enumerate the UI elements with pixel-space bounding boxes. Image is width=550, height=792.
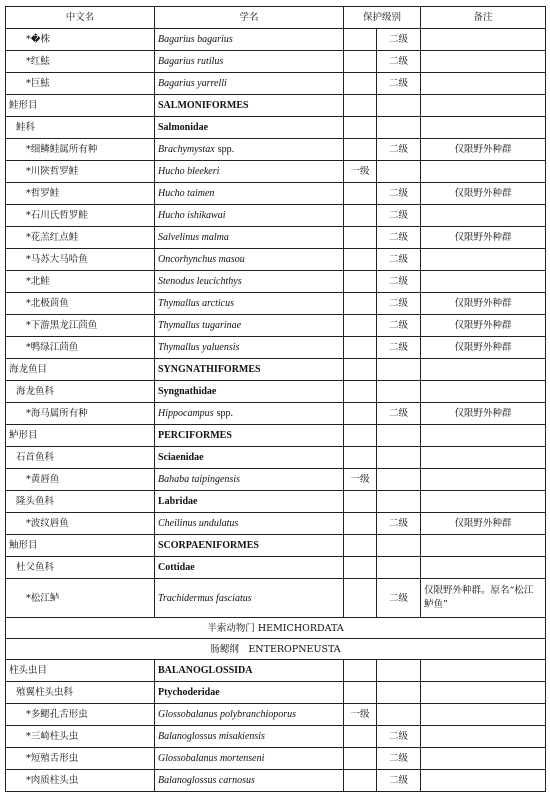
scientific-name-cell <box>155 271 344 293</box>
chinese-name-cell: 鲈形目 <box>6 425 155 447</box>
level-1-cell <box>344 726 377 748</box>
notes-cell: 仅限野外种群 <box>421 315 546 337</box>
notes-cell <box>421 535 546 557</box>
table-row <box>6 704 546 726</box>
level-1-cell <box>344 139 377 161</box>
scientific-name-cell <box>155 726 344 748</box>
scientific-name: Bagarius rutilus <box>158 56 224 67</box>
level-1-cell: 一级 <box>344 161 377 183</box>
notes-cell: 仅限野外种群 <box>421 139 546 161</box>
scientific-name: Salmonidae <box>158 122 209 133</box>
chinese-name-cell: *花羔红点鲑 <box>6 227 155 249</box>
notes-cell <box>421 359 546 381</box>
level-2-cell <box>377 95 421 117</box>
chinese-name-cell: *马苏大马哈鱼 <box>6 249 155 271</box>
notes-cell <box>421 425 546 447</box>
table-row <box>6 337 546 359</box>
level-2-cell <box>377 359 421 381</box>
level-1-cell: 一级 <box>344 704 377 726</box>
notes-cell <box>421 381 546 403</box>
scientific-name-cell <box>155 447 344 469</box>
level-2-cell: 二级 <box>377 249 421 271</box>
table-body <box>6 29 546 792</box>
level-2-cell: 二级 <box>377 293 421 315</box>
level-2-cell <box>377 682 421 704</box>
level-1-cell <box>344 51 377 73</box>
table-row <box>6 139 546 161</box>
table-row <box>6 161 546 183</box>
chinese-name-cell: *鸭绿江茴鱼 <box>6 337 155 359</box>
chinese-name-cell: *�株 <box>6 29 155 51</box>
table-row <box>6 403 546 425</box>
scientific-name-cell <box>155 359 344 381</box>
scientific-name-cell <box>155 425 344 447</box>
table-row <box>6 682 546 704</box>
table-row <box>6 726 546 748</box>
chinese-name-cell: *三崎柱头虫 <box>6 726 155 748</box>
level-1-cell <box>344 29 377 51</box>
table-row <box>6 249 546 271</box>
scientific-name-cell <box>155 513 344 535</box>
notes-cell <box>421 205 546 227</box>
scientific-name-cell <box>155 704 344 726</box>
chinese-name-cell: *多鳃孔舌形虫 <box>6 704 155 726</box>
table-row <box>6 95 546 117</box>
scientific-name: Bagarius yarrelli <box>158 78 227 89</box>
scientific-name-cell <box>155 315 344 337</box>
chinese-name-cell: *黄唇鱼 <box>6 469 155 491</box>
table-row <box>6 557 546 579</box>
table-row <box>6 293 546 315</box>
level-1-cell <box>344 748 377 770</box>
level-2-cell <box>377 469 421 491</box>
scientific-name: Labridae <box>158 496 198 507</box>
table-row <box>6 183 546 205</box>
level-2-cell <box>377 704 421 726</box>
notes-cell <box>421 271 546 293</box>
scientific-name: Thymallus tugarinae <box>158 320 242 331</box>
level-2-cell: 二级 <box>377 337 421 359</box>
chinese-name-cell: *石川氏哲罗鲑 <box>6 205 155 227</box>
level-2-cell <box>377 425 421 447</box>
scientific-name: PERCIFORMES <box>158 430 232 441</box>
table-row <box>6 117 546 139</box>
table-row <box>6 535 546 557</box>
scientific-name: Syngnathidae <box>158 386 217 397</box>
level-2-cell: 二级 <box>377 726 421 748</box>
scientific-name-cell <box>155 293 344 315</box>
level-2-cell: 二级 <box>377 770 421 792</box>
scientific-name-cell <box>155 29 344 51</box>
chinese-name-cell: *北极茴鱼 <box>6 293 155 315</box>
level-1-cell <box>344 359 377 381</box>
scientific-name-cell <box>155 161 344 183</box>
scientific-name: Ptychoderidae <box>158 687 220 698</box>
level-1-cell <box>344 535 377 557</box>
scientific-name: SALMONIFORMES <box>158 100 249 111</box>
level-2-cell: 二级 <box>377 403 421 425</box>
table-row <box>6 315 546 337</box>
table-row <box>6 51 546 73</box>
chinese-name-cell: *波纹唇鱼 <box>6 513 155 535</box>
level-1-cell <box>344 491 377 513</box>
chinese-name-cell: 鲑形目 <box>6 95 155 117</box>
chinese-name-cell: *海马属所有种 <box>6 403 155 425</box>
scientific-name-cell <box>155 117 344 139</box>
chinese-name-cell: *细鳞鲑属所有种 <box>6 139 155 161</box>
level-2-cell: 二级 <box>377 51 421 73</box>
level-1-cell <box>344 293 377 315</box>
level-1-cell <box>344 95 377 117</box>
spp-suffix: spp. <box>217 144 235 155</box>
table-row <box>6 271 546 293</box>
scientific-name-cell <box>155 95 344 117</box>
table-row <box>6 205 546 227</box>
table-row <box>6 381 546 403</box>
notes-cell: 仅限野外种群 <box>421 293 546 315</box>
scientific-name: BALANOGLOSSIDA <box>158 665 253 676</box>
notes-cell <box>421 491 546 513</box>
notes-cell <box>421 95 546 117</box>
notes-cell <box>421 161 546 183</box>
scientific-name-cell <box>155 51 344 73</box>
level-2-cell: 二级 <box>377 315 421 337</box>
level-2-cell: 二级 <box>377 748 421 770</box>
scientific-name-cell <box>155 183 344 205</box>
chinese-name-cell: *哲罗鲑 <box>6 183 155 205</box>
notes-cell <box>421 660 546 682</box>
level-2-cell: 二级 <box>377 227 421 249</box>
spp-suffix: spp. <box>216 408 233 419</box>
scientific-name-cell <box>155 205 344 227</box>
level-2-cell <box>377 447 421 469</box>
level-1-cell <box>344 315 377 337</box>
chinese-name-cell: 海龙鱼科 <box>6 381 155 403</box>
header-scientific-name: 学名 <box>155 7 344 29</box>
level-2-cell: 二级 <box>377 579 421 618</box>
notes-cell <box>421 682 546 704</box>
level-2-cell: 二级 <box>377 139 421 161</box>
notes-cell: 仅限野外种群。原名“松江鲈鱼” <box>421 579 546 618</box>
level-2-cell: 二级 <box>377 271 421 293</box>
level-2-cell <box>377 660 421 682</box>
table-row <box>6 748 546 770</box>
table-row <box>6 579 546 618</box>
scientific-name: Thymallus arcticus <box>158 298 235 309</box>
scientific-name: Hucho bleekeri <box>158 166 220 177</box>
scientific-name-cell <box>155 403 344 425</box>
scientific-name-cell <box>155 535 344 557</box>
scientific-name: Hucho taimen <box>158 188 215 199</box>
level-1-cell <box>344 447 377 469</box>
scientific-name-cell <box>155 748 344 770</box>
table-row <box>6 639 546 660</box>
table-row <box>6 660 546 682</box>
chinese-name-cell: 隆头鱼科 <box>6 491 155 513</box>
level-2-cell <box>377 557 421 579</box>
table-header-row <box>6 7 546 29</box>
notes-cell <box>421 249 546 271</box>
level-2-cell: 二级 <box>377 73 421 95</box>
table-row <box>6 513 546 535</box>
level-2-cell <box>377 117 421 139</box>
level-1-cell <box>344 682 377 704</box>
level-2-cell: 二级 <box>377 29 421 51</box>
scientific-name-cell <box>155 249 344 271</box>
scientific-name-cell <box>155 227 344 249</box>
scientific-name-cell <box>155 770 344 792</box>
table-row <box>6 469 546 491</box>
scientific-name-cell <box>155 579 344 618</box>
scientific-name: Stenodus leucichthys <box>158 276 242 287</box>
scientific-name: Bagarius bagarius <box>158 34 233 45</box>
scientific-name-cell <box>155 337 344 359</box>
species-protection-table <box>5 6 546 792</box>
notes-cell <box>421 704 546 726</box>
notes-cell: 仅限野外种群 <box>421 337 546 359</box>
scientific-name: Sciaenidae <box>158 452 204 463</box>
chinese-name-cell: *短殖舌形虫 <box>6 748 155 770</box>
notes-cell <box>421 770 546 792</box>
level-2-cell <box>377 491 421 513</box>
chinese-name-cell: *川陕哲罗鲑 <box>6 161 155 183</box>
scientific-name-cell <box>155 139 344 161</box>
chinese-name-cell: 鲑科 <box>6 117 155 139</box>
scientific-name: Cottidae <box>158 562 195 573</box>
level-1-cell <box>344 513 377 535</box>
level-1-cell <box>344 117 377 139</box>
scientific-name-cell <box>155 469 344 491</box>
scientific-name: Hippocampus <box>158 408 214 419</box>
scientific-name: Trachidermus fasciatus <box>158 592 252 604</box>
section-heading: 半索动物门 HEMICHORDATA <box>6 618 546 639</box>
level-1-cell <box>344 403 377 425</box>
chinese-name-cell: *松江鲈 <box>6 579 155 618</box>
table-row <box>6 447 546 469</box>
scientific-name: Brachymystax <box>158 144 215 155</box>
header-notes: 备注 <box>421 7 546 29</box>
scientific-name: Balanoglossus carnosus <box>158 775 255 786</box>
notes-cell: 仅限野外种群 <box>421 403 546 425</box>
notes-cell <box>421 469 546 491</box>
scientific-name-cell <box>155 491 344 513</box>
scientific-name: SCORPAENIFORMES <box>158 540 259 551</box>
chinese-name-cell: *红魼 <box>6 51 155 73</box>
scientific-name: Balanoglossus misakiensis <box>158 731 265 742</box>
level-2-cell: 二级 <box>377 513 421 535</box>
level-1-cell <box>344 381 377 403</box>
scientific-name: SYNGNATHIFORMES <box>158 364 261 375</box>
level-2-cell <box>377 381 421 403</box>
notes-cell <box>421 726 546 748</box>
level-1-cell <box>344 249 377 271</box>
chinese-name-cell: 杜父鱼科 <box>6 557 155 579</box>
scientific-name: Glossobalanus mortenseni <box>158 753 265 764</box>
scientific-name-cell <box>155 73 344 95</box>
scientific-name: Hucho ishikawai <box>158 210 226 221</box>
level-2-cell <box>377 535 421 557</box>
scientific-name: Glossobalanus polybranchioporus <box>158 709 297 720</box>
scientific-name: Salvelinus malma <box>158 232 229 243</box>
scientific-name-cell <box>155 557 344 579</box>
table-row <box>6 425 546 447</box>
level-1-cell <box>344 227 377 249</box>
chinese-name-cell: 鲉形目 <box>6 535 155 557</box>
level-1-cell <box>344 337 377 359</box>
scientific-name: Thymallus yaluensis <box>158 342 240 353</box>
table-row <box>6 770 546 792</box>
scientific-name-cell <box>155 682 344 704</box>
chinese-name-cell: 海龙鱼目 <box>6 359 155 381</box>
table-row <box>6 227 546 249</box>
scientific-name: Cheilinus undulatus <box>158 518 239 529</box>
level-2-cell: 二级 <box>377 205 421 227</box>
chinese-name-cell: 石首鱼科 <box>6 447 155 469</box>
chinese-name-cell: *北鲑 <box>6 271 155 293</box>
level-1-cell <box>344 770 377 792</box>
level-1-cell <box>344 579 377 618</box>
table-row <box>6 618 546 639</box>
level-1-cell <box>344 73 377 95</box>
chinese-name-cell: 殖翼柱头虫科 <box>6 682 155 704</box>
notes-cell <box>421 51 546 73</box>
notes-cell <box>421 748 546 770</box>
section-heading: 肠鳃纲 ENTEROPNEUSTA <box>6 639 546 660</box>
level-1-cell <box>344 425 377 447</box>
table-row <box>6 359 546 381</box>
chinese-name-cell: *巨魼 <box>6 73 155 95</box>
notes-cell: 仅限野外种群 <box>421 513 546 535</box>
notes-cell <box>421 73 546 95</box>
notes-cell: 仅限野外种群 <box>421 183 546 205</box>
scientific-name: Oncorhynchus masou <box>158 254 245 265</box>
scientific-name-cell <box>155 381 344 403</box>
header-chinese-name: 中文名 <box>6 7 155 29</box>
chinese-name-cell: *下游黑龙江茴鱼 <box>6 315 155 337</box>
notes-cell: 仅限野外种群 <box>421 227 546 249</box>
notes-cell <box>421 29 546 51</box>
level-2-cell: 二级 <box>377 183 421 205</box>
level-1-cell <box>344 183 377 205</box>
scientific-name: Bahaba taipingensis <box>158 474 240 485</box>
table-row <box>6 491 546 513</box>
level-2-cell <box>377 161 421 183</box>
level-1-cell: 一级 <box>344 469 377 491</box>
notes-cell <box>421 447 546 469</box>
level-1-cell <box>344 271 377 293</box>
level-1-cell <box>344 205 377 227</box>
table-row <box>6 73 546 95</box>
level-1-cell <box>344 660 377 682</box>
notes-cell <box>421 117 546 139</box>
chinese-name-cell: *肉质柱头虫 <box>6 770 155 792</box>
scientific-name-cell <box>155 660 344 682</box>
table-row <box>6 29 546 51</box>
header-protection-level: 保护级别 <box>344 7 421 29</box>
notes-cell <box>421 557 546 579</box>
level-1-cell <box>344 557 377 579</box>
chinese-name-cell: 柱头虫目 <box>6 660 155 682</box>
